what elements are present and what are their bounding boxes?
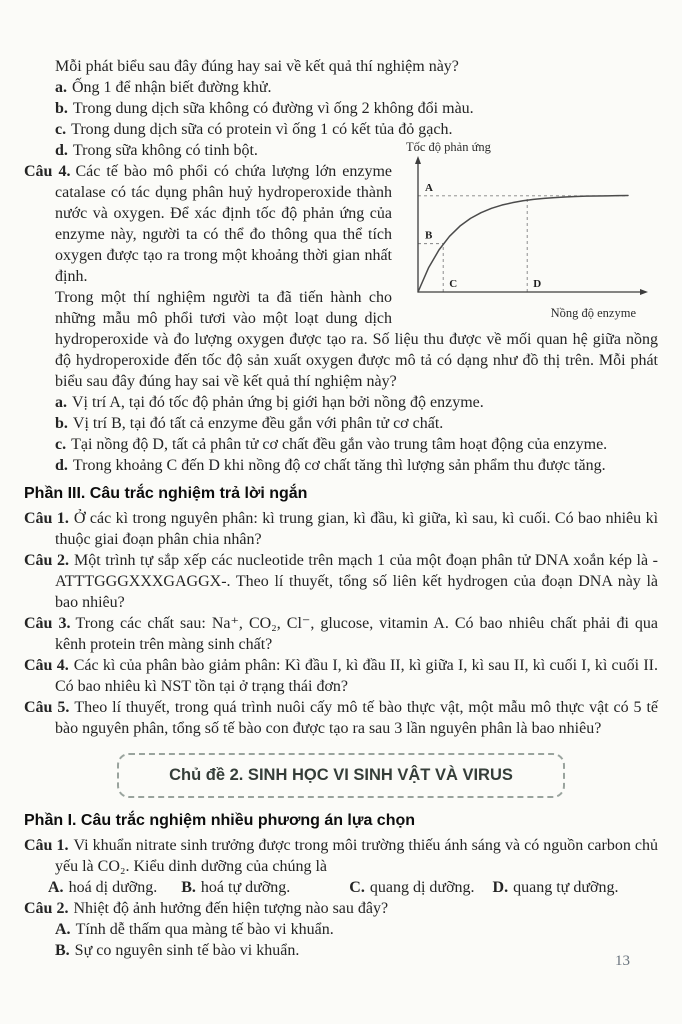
- cau4-statement-b: [55, 413, 658, 434]
- question-label: Câu 5.: [24, 699, 70, 716]
- statement-label: d.: [55, 142, 68, 159]
- option-text: hoá tự dưỡng.: [200, 879, 291, 896]
- question-label: Câu 4.: [24, 657, 69, 674]
- phan1-question-1-options: [48, 877, 658, 898]
- page-content: [24, 56, 659, 969]
- question-text: Các tế bào mô phổi có chứa lượng lớn enzyme catalase có tác dụng phân huỷ hydroperoxide thành nước và oxygen. Để xác định tốc độ phản ứng của enzyme này, người ta có thể đo thông qua thể tích oxygen được tạo ra trong một khoảng thời gian nhất định.: [55, 163, 393, 285]
- option-label: D.: [492, 879, 509, 896]
- statement-text: Vị trí A, tại đó tốc độ phản ứng bị giới hạn bởi nồng độ enzyme.: [72, 394, 484, 411]
- statement-a: [55, 77, 658, 98]
- statement-text: Trong sữa không có tinh bột.: [72, 142, 258, 159]
- cau4-statement-d: [55, 455, 658, 476]
- statement-text: Tại nồng độ D, tất cả phân tử cơ chất đều gắn vào trung tâm hoạt động của enzyme.: [71, 436, 608, 453]
- enzyme-rate-figure: [402, 140, 658, 320]
- question-text: Nhiệt độ ảnh hưởng đến hiện tượng nào sau đây?: [73, 900, 389, 917]
- question-label: Câu 1.: [24, 837, 69, 854]
- chart-x-axis-label: Nồng độ enzyme: [550, 306, 636, 320]
- question-label: Câu 2.: [24, 552, 70, 569]
- option-c: [349, 877, 474, 898]
- question-text: Vi khuẩn nitrate sinh trưởng được trong môi trường thiếu ánh sáng và có nguồn carbon chủ yếu là CO₂. Kiểu dinh dưỡng của chúng là: [55, 837, 659, 875]
- chart-marker-A: A: [425, 181, 433, 194]
- question-text: Các kì của phân bào giảm phân: Kì đầu I, kì đầu II, kì giữa I, kì sau II, kì cuối I, kì cuối II. Có bao nhiêu kì NST tồn tại ở trạng thái đơn?: [55, 657, 658, 695]
- option-text: hoá dị dưỡng.: [68, 879, 158, 896]
- phan1-question-2: [24, 898, 658, 919]
- phan3-header: Phần III. Câu trắc nghiệm trả lời ngắn: [24, 485, 308, 502]
- question-label: Câu 3.: [24, 615, 71, 632]
- phan1-question-1: [24, 835, 658, 877]
- option-text: quang tự dưỡng.: [513, 879, 619, 896]
- option-label: A.: [55, 921, 71, 938]
- phan1-header: Phần I. Câu trắc nghiệm nhiều phương án lựa chọn: [24, 812, 416, 829]
- chart-marker-B: B: [425, 229, 433, 242]
- question-text: Một trình tự sắp xếp các nucleotide trên mạch 1 của một đoạn phân tử DNA xoắn kép là -ATTTGGGXXXGAGGX-. Theo lí thuyết, tổng số liên kết hydrogen của đoạn DNA này là bao nhiêu?: [55, 552, 659, 611]
- phan3-question-3: [24, 613, 658, 655]
- question-text: Ở các kì trong nguyên phân: kì trung gian, kì đầu, kì giữa, kì sau, kì cuối. Có bao nhiêu kì thuộc giai đoạn phân chia nhân?: [55, 510, 659, 548]
- statement-label: c.: [55, 121, 67, 138]
- statement-text: Vị trí B, tại đó tất cả enzyme đều gắn với phân tử cơ chất.: [72, 415, 444, 432]
- question-label: Câu 2.: [24, 900, 69, 917]
- statement-text: Trong khoảng C đến D khi nồng độ cơ chất tăng thì lượng sản phẩm thu được tăng.: [72, 457, 606, 474]
- statement-b: [55, 98, 658, 119]
- question-text: Trong các chất sau: Na⁺, CO₂, Cl⁻, glucose, vitamin A. Có bao nhiêu chất phải đi qua kênh protein trên màng sinh chất?: [55, 615, 659, 653]
- enzyme-chart-svg: [402, 154, 654, 304]
- option-label: C.: [349, 879, 365, 896]
- option-text: Sự co nguyên sinh tế bào vi khuẩn.: [74, 942, 300, 959]
- option-text: Tính dễ thấm qua màng tế bào vi khuẩn.: [75, 921, 334, 938]
- statement-label: d.: [55, 457, 68, 474]
- phan3-question-4: [24, 655, 658, 697]
- chart-marker-C: C: [449, 278, 458, 290]
- intro-question: Mỗi phát biểu sau đây đúng hay sai về kết quả thí nghiệm này?: [55, 58, 459, 75]
- question-text: Theo lí thuyết, trong quá trình nuôi cấy mô tế bào thực vật, một mẫu mô thực vật có 5 tế bào nguyên phân, tổng số tế bào con được tạo ra sau 3 lần nguyên phân là bao nhiêu?: [55, 699, 659, 737]
- option-label: A.: [48, 879, 64, 896]
- statement-text: Trong dung dịch sữa có protein vì ống 1 có kết tủa đỏ gạch.: [71, 121, 453, 138]
- statement-label: a.: [55, 394, 67, 411]
- phan3-question-2: [24, 550, 658, 613]
- phan3-question-1: [24, 508, 658, 550]
- option-a: [48, 877, 157, 898]
- cau4-statement-c: [55, 434, 658, 455]
- phan1-question-2-option-a: [55, 919, 658, 940]
- phan1-question-2-option-b: [55, 940, 658, 961]
- phan3-question-5: [24, 697, 658, 739]
- option-label: B.: [181, 879, 196, 896]
- chart-y-axis-label: Tốc độ phản ứng: [406, 140, 491, 154]
- statement-label: a.: [55, 79, 67, 96]
- option-b: [181, 877, 290, 898]
- page-number: 13: [615, 953, 630, 969]
- statement-text: Ống 1 để nhận biết đường khử.: [72, 79, 272, 96]
- option-label: B.: [55, 942, 70, 959]
- question-label: Câu 4.: [24, 163, 71, 180]
- statement-label: b.: [55, 415, 68, 432]
- phan1-questions: [24, 835, 658, 961]
- statement-text: Trong dung dịch sữa không có đường vì ống 2 không đổi màu.: [72, 100, 474, 117]
- question-label: Câu 1.: [24, 510, 69, 527]
- cau4-statement-a: [55, 392, 658, 413]
- phan3-questions: [24, 508, 658, 739]
- cau4-paragraph-2: Trong một thí nghiệm người ta đã tiến hành cho những mẫu mô phổi tươi vào một loạt dung dịch hydroperoxide và đo lượng oxygen được tạo ra. Số liệu thu được về mối quan hệ giữa nồng độ hydroperoxide đến tốc độ sản xuất oxygen được mô tả có dạng như đồ thị trên. Mỗi phát biểu sau đây đúng hay sai về kết quả thí nghiệm này?: [55, 289, 658, 390]
- option-d: [493, 877, 619, 898]
- option-text: quang dị dưỡng.: [369, 879, 475, 896]
- statement-label: b.: [55, 100, 68, 117]
- statement-c: [55, 119, 658, 140]
- chart-marker-D: D: [533, 278, 542, 290]
- statement-label: c.: [55, 436, 67, 453]
- chapter-title-box: Chủ đề 2. SINH HỌC VI SINH VẬT VÀ VIRUS: [117, 753, 565, 798]
